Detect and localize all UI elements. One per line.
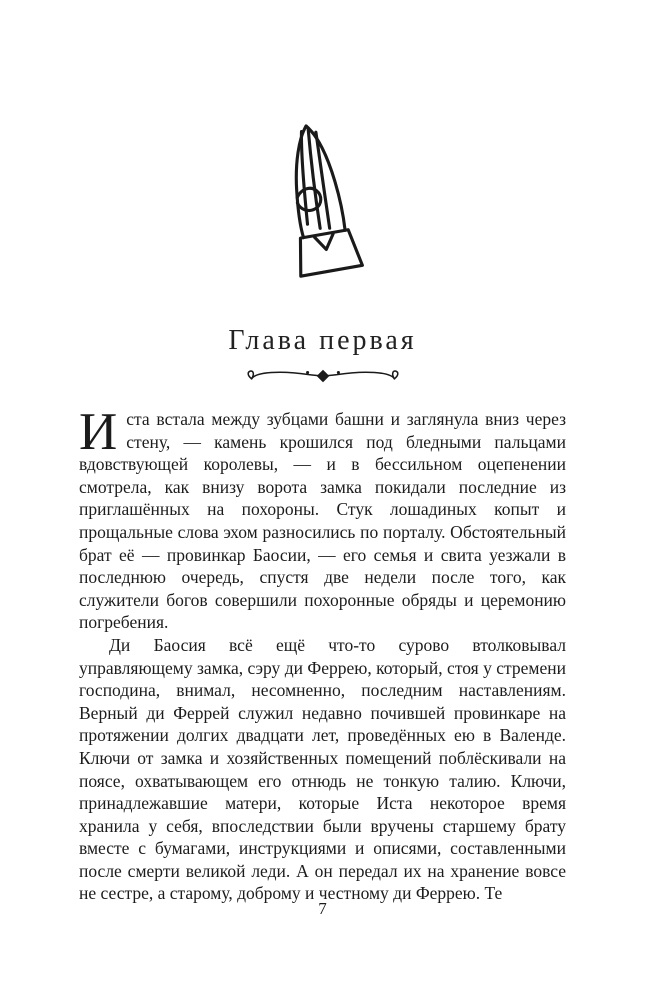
paragraph-text: ста встала между зубцами башни и заглянула вниз через стену, — камень крошился под бледными пальцами вдовствующей королевы, — и в бессильном оцепенении смотрела, как внизу ворота замка покидали последние из приглашённых на похороны. Стук лошадиных копыт и прощальные слова эхом разносились по порталу. Обстоятельный брат её — провинкар Баосии, — его семья и свита уезжали в последнюю очередь, спустя две недели после того, как служители богов совершили похоронные обряды и церемонию погребения.: [79, 409, 566, 633]
flourish-divider: [0, 365, 645, 392]
chapter-title: Глава первая: [228, 325, 417, 356]
praying-hands-illustration: [0, 0, 645, 295]
paragraph-text: Ди Баосия всё ещё что-то сурово втолковывал управляющему замка, сэру ди Феррею, который, стоя у стремени господина, внимал, несомненно, последним наставлениям. Верный ди Феррей служил недавно почившей провинкаре на протяжении долгих двадцати лет, проведённых ею в Валенде. Ключи от замка и хозяйственных помещений поблёскивали на поясе, охватывающем его отнюдь не тонкую талию. Ключи, принадлежавшие матери, которые Иста некоторое время хранила у себя, впоследствии были вручены старшему брату вместе с бумагами, инструкциями и описями, составленными после смерти великой леди. А он передал их на хранение вовсе не сестре, а старому, доброму и честному ди Феррею. Те: [79, 634, 566, 904]
flourish-icon: [239, 365, 407, 387]
drop-cap: И: [79, 403, 118, 461]
body-text: [79, 403, 566, 905]
paragraph: [79, 403, 566, 634]
praying-hands-icon: [252, 118, 394, 290]
page-number: 7: [318, 899, 327, 918]
paragraph: [79, 634, 566, 905]
